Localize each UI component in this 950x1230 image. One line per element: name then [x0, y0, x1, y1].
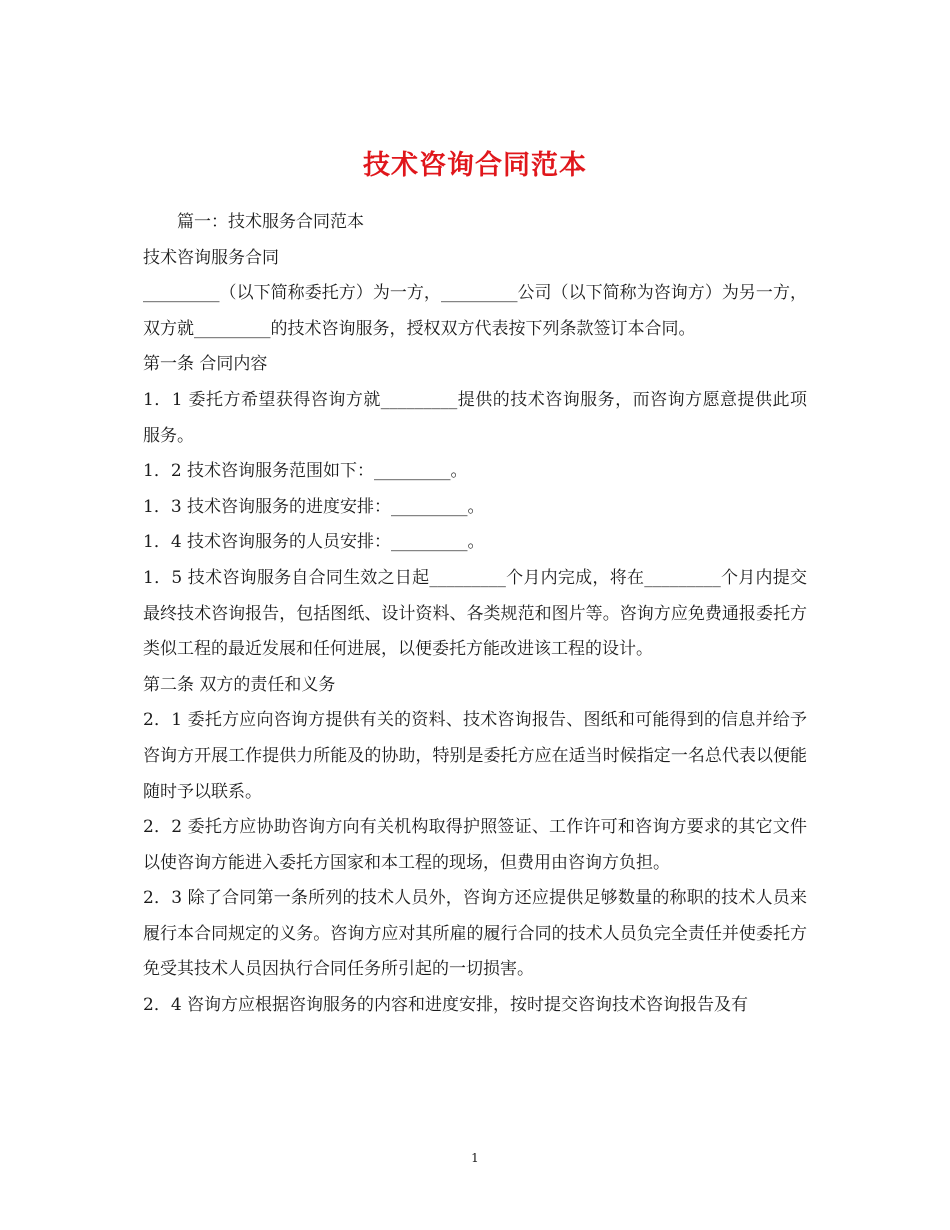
article-one-heading: 第一条 合同内容: [143, 354, 268, 375]
clause-2-4: 2．4 咨询方应根据咨询服务的内容和进度安排，按时提交咨询技术咨询报告及有: [143, 995, 749, 1016]
clause-1-5: 1．5 技术咨询服务自合同生效之日起_________个月内完成，将在_________个月内提交最终技术咨询报告，包括图纸、设计资料、各类规范和图片等。咨询方应免费通报委托方类似工程的最近发展和任何进展，以便委托方能改进该工程的设计。: [143, 567, 807, 660]
clause-2-2: 2．2 委托方应协助咨询方向有关机构取得护照签证、工作许可和咨询方要求的其它文件以使咨询方能进入委托方国家和本工程的现场，但费用由咨询方负担。: [143, 817, 807, 873]
clause-1-3: 1．3 技术咨询服务的进度安排：_________。: [143, 496, 485, 517]
clause-1-4: 1．4 技术咨询服务的人员安排：_________。: [143, 532, 485, 553]
article-two-heading: 第二条 双方的责任和义务: [143, 674, 336, 695]
document-body: [143, 205, 807, 1024]
preamble-paragraph: _________（以下简称委托方）为一方，_________公司（以下简称为咨询方）为另一方，双方就_________的技术咨询服务，授权双方代表按下列条款签订本合同。: [143, 283, 807, 339]
page-title: 技术咨询合同范本: [363, 150, 587, 182]
clause-2-1: 2．1 委托方应向咨询方提供有关的资料、技术咨询报告、图纸和可能得到的信息并给予咨询方开展工作提供力所能及的协助，特别是委托方应在适当时候指定一名总代表以便能随时予以联系。: [143, 710, 807, 802]
contract-name: 技术咨询服务合同: [143, 247, 279, 268]
page-number: 1: [471, 1151, 479, 1165]
clause-1-2: 1．2 技术咨询服务范围如下：_________。: [143, 461, 468, 482]
clause-2-3: 2．3 除了合同第一条所列的技术人员外，咨询方还应提供足够数量的称职的技术人员来履行本合同规定的义务。咨询方应对其所雇的履行合同的技术人员负完全责任并使委托方免受其技术人员因执行合同任务所引起的一切损害。: [143, 888, 807, 980]
section-heading-part-one: 篇一：技术服务合同范本: [177, 212, 364, 232]
clause-1-1: 1．1 委托方希望获得咨询方就_________提供的技术咨询服务，而咨询方愿意提供此项服务。: [143, 389, 807, 446]
